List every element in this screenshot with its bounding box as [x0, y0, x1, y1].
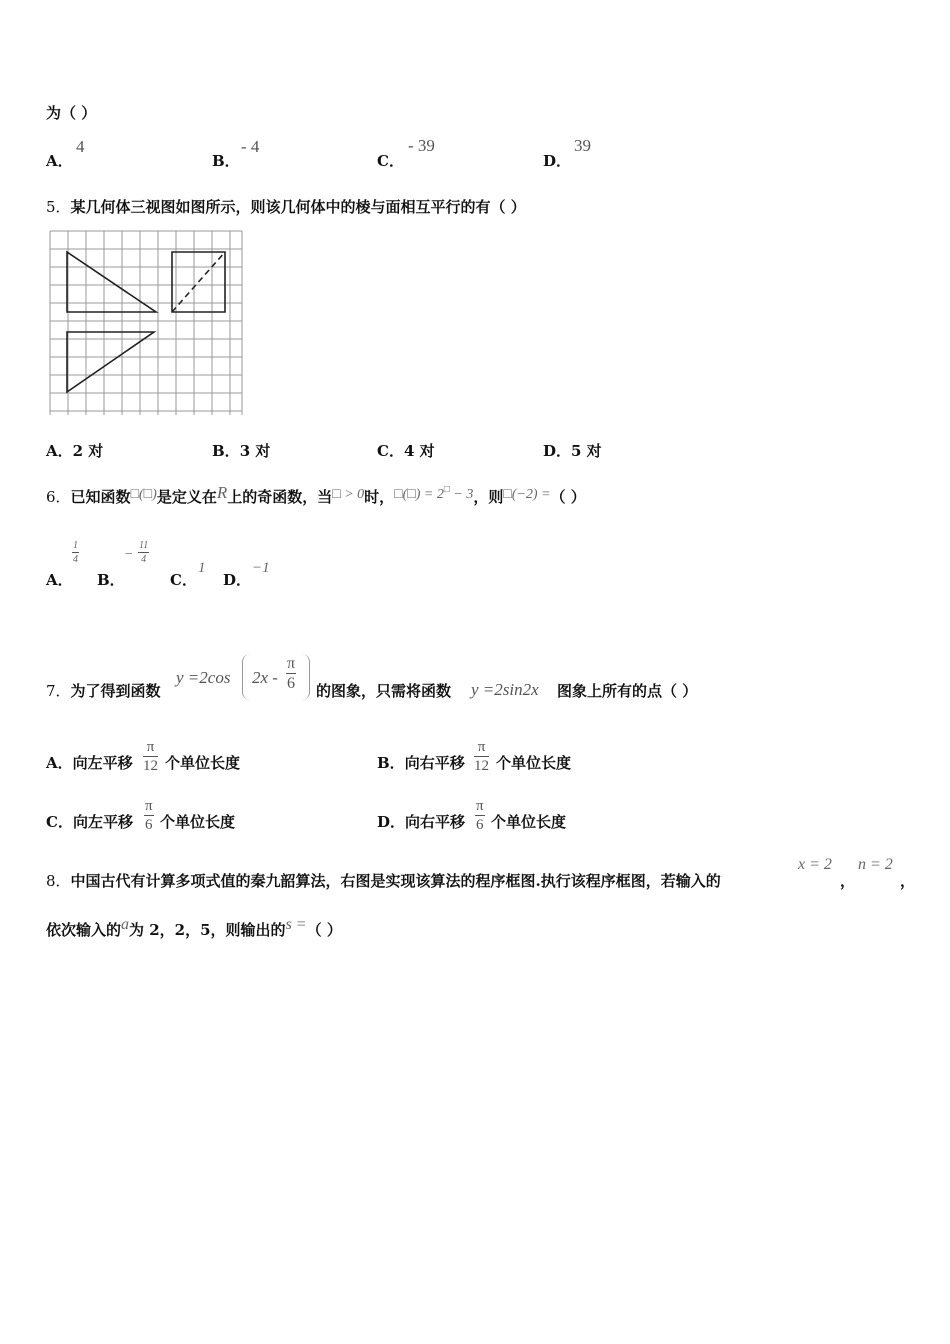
q5-option-a: A．2 对: [46, 442, 104, 460]
q6-option-b-sign: −: [124, 547, 134, 562]
q4-option-a: A．: [46, 152, 73, 170]
q7-option-c-fraction: $\frac{\pi}{6}$: [145, 798, 153, 833]
q7-option-a-post: 个单位长度: [165, 754, 241, 772]
q8-stem-line1: 8．中国古代有计算多项式值的秦九韶算法，右图是实现该算法的程序框图.执行该程序框图，若输入的: [46, 872, 721, 890]
three-view-figure: [48, 228, 244, 416]
q6-option-a-fraction: $\frac{1}{4}$: [73, 540, 78, 565]
q4-option-d: D．: [543, 152, 572, 170]
q5-option-c: C．4 对: [377, 442, 435, 460]
q4-option-a-value: 4: [76, 137, 85, 156]
q7-option-c-post: 个单位长度: [160, 813, 236, 831]
top-view-triangle: [67, 332, 154, 392]
q6-option-b-fraction: $\frac{11}{4}$: [139, 540, 149, 565]
q7-t2: 的图象，只需将函数: [316, 682, 452, 700]
q8-sep: ，: [840, 872, 856, 890]
q7-option-b-fraction: $\frac{\pi}{12}$: [474, 739, 489, 774]
q7-option-a-fraction: $\frac{\pi}{12}$: [143, 739, 158, 774]
q6-option-d-value: −1: [252, 560, 270, 576]
q7-option-d-fraction: $\frac{\pi}{6}$: [476, 798, 484, 833]
q5-option-b: B．3 对: [212, 442, 271, 460]
q4-option-b: B．: [212, 152, 240, 170]
q7-stem-start: 7．为了得到函数: [46, 682, 161, 700]
q7-t3: 图象上所有的点（ ）: [557, 682, 698, 700]
q8-x-eq-2: x = 2: [798, 856, 832, 873]
q4-option-d-value: 39: [574, 136, 591, 155]
q8-sep2: ，: [900, 872, 916, 890]
q6-option-b: B．: [97, 571, 125, 589]
q8-stem-line2: 依次输入的a为 2，2，5，则输出的s =（ ）: [46, 916, 342, 939]
q7-pi-over-6: $\frac{\pi}{6}$: [287, 655, 296, 692]
q6-option-c: C．: [170, 571, 197, 589]
q6-option-c-value: 1: [198, 560, 206, 576]
q8-n-eq-2: n = 2: [858, 856, 893, 873]
q4-tail: 为（ ）: [46, 104, 97, 122]
q4-option-c: C．: [377, 152, 404, 170]
q5-stem: [46, 196, 526, 217]
q7-function-source: y =2sin2x: [471, 680, 539, 699]
q5-option-d: D．5 对: [543, 442, 602, 460]
q7-inner-expr: 2x -: [252, 668, 278, 687]
q6-option-a: A．: [46, 571, 73, 589]
q7-option-d-post: 个单位长度: [491, 813, 567, 831]
q5-text: 某几何体三视图如图所示，则该几何体中的棱与面相互平行的有（ ）: [70, 198, 526, 216]
q7-option-c: C．向左平移: [46, 813, 133, 831]
q7-option-d: D．向右平移: [377, 813, 466, 831]
q6-stem: 6．已知函数□(□)是定义在R上的奇函数，当□ > 0时，□(□) = 2□ − 3，则□(−2) =（ ）: [46, 483, 586, 506]
q5-number: 5．: [46, 198, 71, 216]
q7-option-a: A．向左平移: [46, 754, 133, 772]
q7-function-target: y =2cos: [176, 668, 231, 687]
q4-option-b-value: - 4: [241, 137, 260, 156]
q7-option-b-post: 个单位长度: [496, 754, 572, 772]
q4-option-c-value: - 39: [408, 136, 435, 155]
q7-option-b: B．向右平移: [377, 754, 465, 772]
q6-option-d: D．: [223, 571, 252, 589]
